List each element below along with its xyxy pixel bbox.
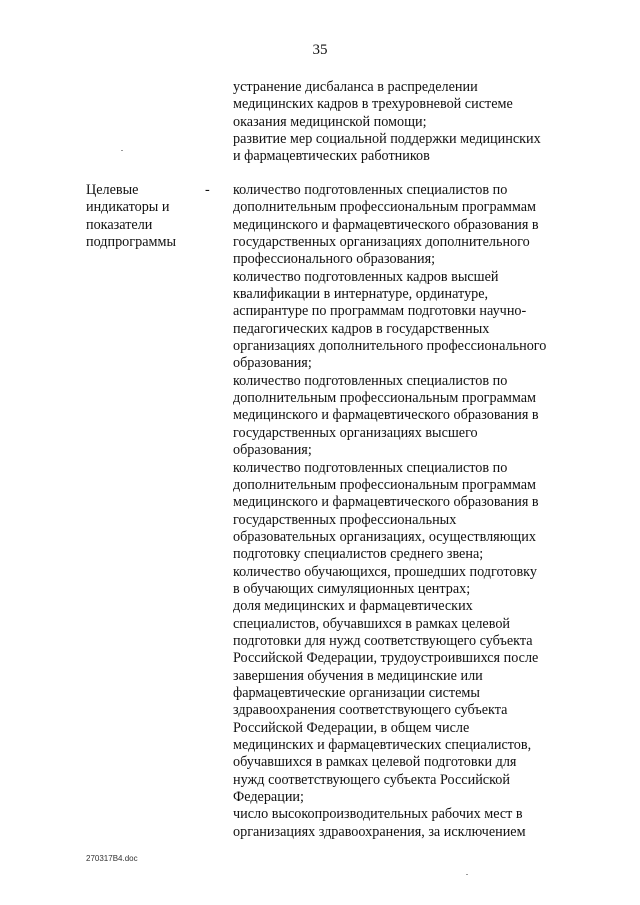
footer-file-code: 270317В4.doc — [86, 854, 138, 863]
text-line: завершения обучения в медицинские или — [233, 667, 483, 684]
top-text-block — [233, 79, 578, 166]
text-line: подготовку специалистов среднего звена; — [233, 546, 484, 563]
text-line: квалификации в интернатуре, ординатуре, — [233, 286, 489, 303]
text-line: дополнительным профессиональным программам — [233, 476, 537, 493]
text-line: образовательных организациях, осуществляющих — [233, 528, 536, 545]
label-line: подпрограммы — [86, 234, 176, 251]
label-line: показатели — [86, 216, 153, 233]
text-line: количество обучающихся, прошедших подготовку — [233, 563, 537, 580]
section-text-block — [233, 182, 578, 841]
text-line: нужд соответствующего субъекта Российской — [233, 771, 510, 788]
text-line: организациях дополнительного профессионального — [233, 338, 547, 355]
text-line: Российской Федерации, трудоустроившихся после — [233, 650, 539, 667]
text-line: специалистов, обучавшихся в рамках целевой — [233, 615, 511, 632]
text-line: дополнительным профессиональным программам — [233, 199, 537, 216]
text-line: число высокопроизводительных рабочих мест в — [233, 806, 523, 823]
text-line: медицинских и фармацевтических специалистов, — [233, 737, 532, 753]
text-line: обучавшихся в рамках целевой подготовки для — [233, 754, 517, 771]
text-line: количество подготовленных специалистов по — [233, 372, 508, 389]
section-label — [86, 182, 216, 251]
text-line: дополнительным профессиональным программам — [233, 390, 537, 407]
text-line: Федерации; — [233, 789, 304, 806]
text-line: образования; — [233, 442, 312, 459]
text-line: педагогических кадров в государственных — [233, 320, 490, 337]
text-line: медицинского и фармацевтического образования в — [233, 216, 539, 233]
text-line: медицинского и фармацевтического образования в — [233, 494, 539, 511]
text-line: организациях здравоохранения, за исключением — [233, 823, 526, 840]
text-line: государственных организациях высшего — [233, 424, 478, 441]
text-line: государственных организациях дополнительного — [233, 234, 530, 251]
text-line: фармацевтические организации системы — [233, 684, 480, 701]
label-line: индикаторы и — [86, 199, 170, 216]
text-line: количество подготовленных специалистов по — [233, 459, 508, 476]
text-line: медицинских кадров в трехуровневой системе — [233, 96, 513, 113]
text-line: доля медицинских и фармацевтических — [233, 598, 473, 615]
text-line: устранение дисбаланса в распределении — [233, 79, 478, 95]
text-line: количество подготовленных кадров высшей — [233, 268, 499, 285]
scan-speck — [121, 150, 123, 151]
text-line: образования; — [233, 355, 312, 372]
text-line: подготовки для нужд соответствующего субъекта — [233, 632, 533, 649]
section-dash: - — [205, 182, 210, 198]
text-line: медицинского и фармацевтического образования в — [233, 407, 539, 424]
scan-speck — [466, 874, 468, 875]
text-line: здравоохранения соответствующего субъекта — [233, 702, 508, 719]
text-line: развитие мер социальной поддержки медицинских — [233, 131, 541, 148]
text-line: аспирантуре по программам подготовки научно- — [233, 303, 527, 320]
label-line: Целевые — [86, 182, 139, 198]
page-number: 35 — [312, 42, 328, 58]
text-line: в обучающих симуляционных центрах; — [233, 580, 471, 597]
text-line: оказания медицинской помощи; — [233, 113, 427, 130]
text-line: Российской Федерации, в общем числе — [233, 719, 470, 736]
text-line: государственных профессиональных — [233, 511, 457, 528]
text-line: и фармацевтических работников — [233, 148, 430, 165]
text-line: количество подготовленных специалистов по — [233, 182, 508, 198]
text-line: профессионального образования; — [233, 251, 436, 268]
